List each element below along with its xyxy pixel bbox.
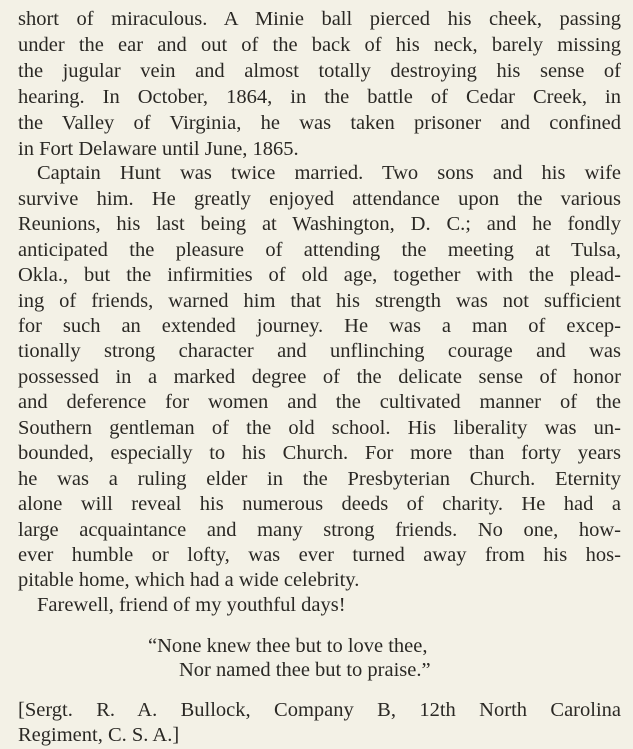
text-line: and deference for women and the cultivated manner of the	[18, 391, 621, 413]
text-line: the Valley of Virginia, he was taken prisoner and confined	[18, 112, 621, 134]
text-line: Southern gentleman of the old school. His liberality was un-	[18, 417, 621, 439]
text-line: under the ear and out of the back of his neck, barely missing	[18, 34, 621, 56]
text-line: ever humble or lofty, was ever turned away from his hos-	[18, 544, 621, 566]
text-line: pitable home, which had a wide celebrity.	[18, 569, 360, 591]
text-line: Reunions, his last being at Washington, D. C.; and he fondly	[18, 213, 621, 235]
text-line: possessed in a marked degree of the delicate sense of honor	[18, 366, 621, 388]
text-line: survive him. He greatly enjoyed attendance upon the various	[18, 188, 621, 210]
text-line: bounded, especially to his Church. For more than forty years	[18, 442, 621, 464]
text-line: anticipated the pleasure of attending the meeting at Tulsa,	[18, 239, 621, 261]
signature-line: [Sergt. R. A. Bullock, Company B, 12th North Carolina	[18, 699, 621, 721]
text-line: large acquaintance and many strong friends. No one, how-	[18, 519, 621, 541]
text-line: short of miraculous. A Minie ball pierced his cheek, passing	[18, 8, 621, 30]
text-line: alone will reveal his numerous deeds of charity. He had a	[18, 493, 621, 515]
text-line: ing of friends, warned him that his strength was not sufficient	[18, 290, 621, 312]
text-line: the jugular vein and almost totally destroying his sense of	[18, 60, 621, 82]
signature-line: Regiment, C. S. A.]	[18, 724, 180, 746]
text-line: for such an extended journey. He was a man of excep-	[18, 315, 621, 337]
text-line: hearing. In October, 1864, in the battle of Cedar Creek, in	[18, 86, 621, 108]
text-line: Captain Hunt was twice married. Two sons and his wife	[37, 162, 621, 184]
farewell-line: Farewell, friend of my youthful days!	[37, 594, 346, 616]
poem-line: “None knew thee but to love thee,	[148, 635, 428, 657]
text-line: Okla., but the infirmities of old age, together with the plead-	[18, 264, 621, 286]
poem-line: Nor named thee but to praise.”	[179, 659, 431, 681]
text-line: tionally strong character and unflinching courage and was	[18, 340, 621, 362]
text-line: in Fort Delaware until June, 1865.	[18, 138, 299, 160]
text-line: he was a ruling elder in the Presbyterian Church. Eternity	[18, 468, 621, 490]
